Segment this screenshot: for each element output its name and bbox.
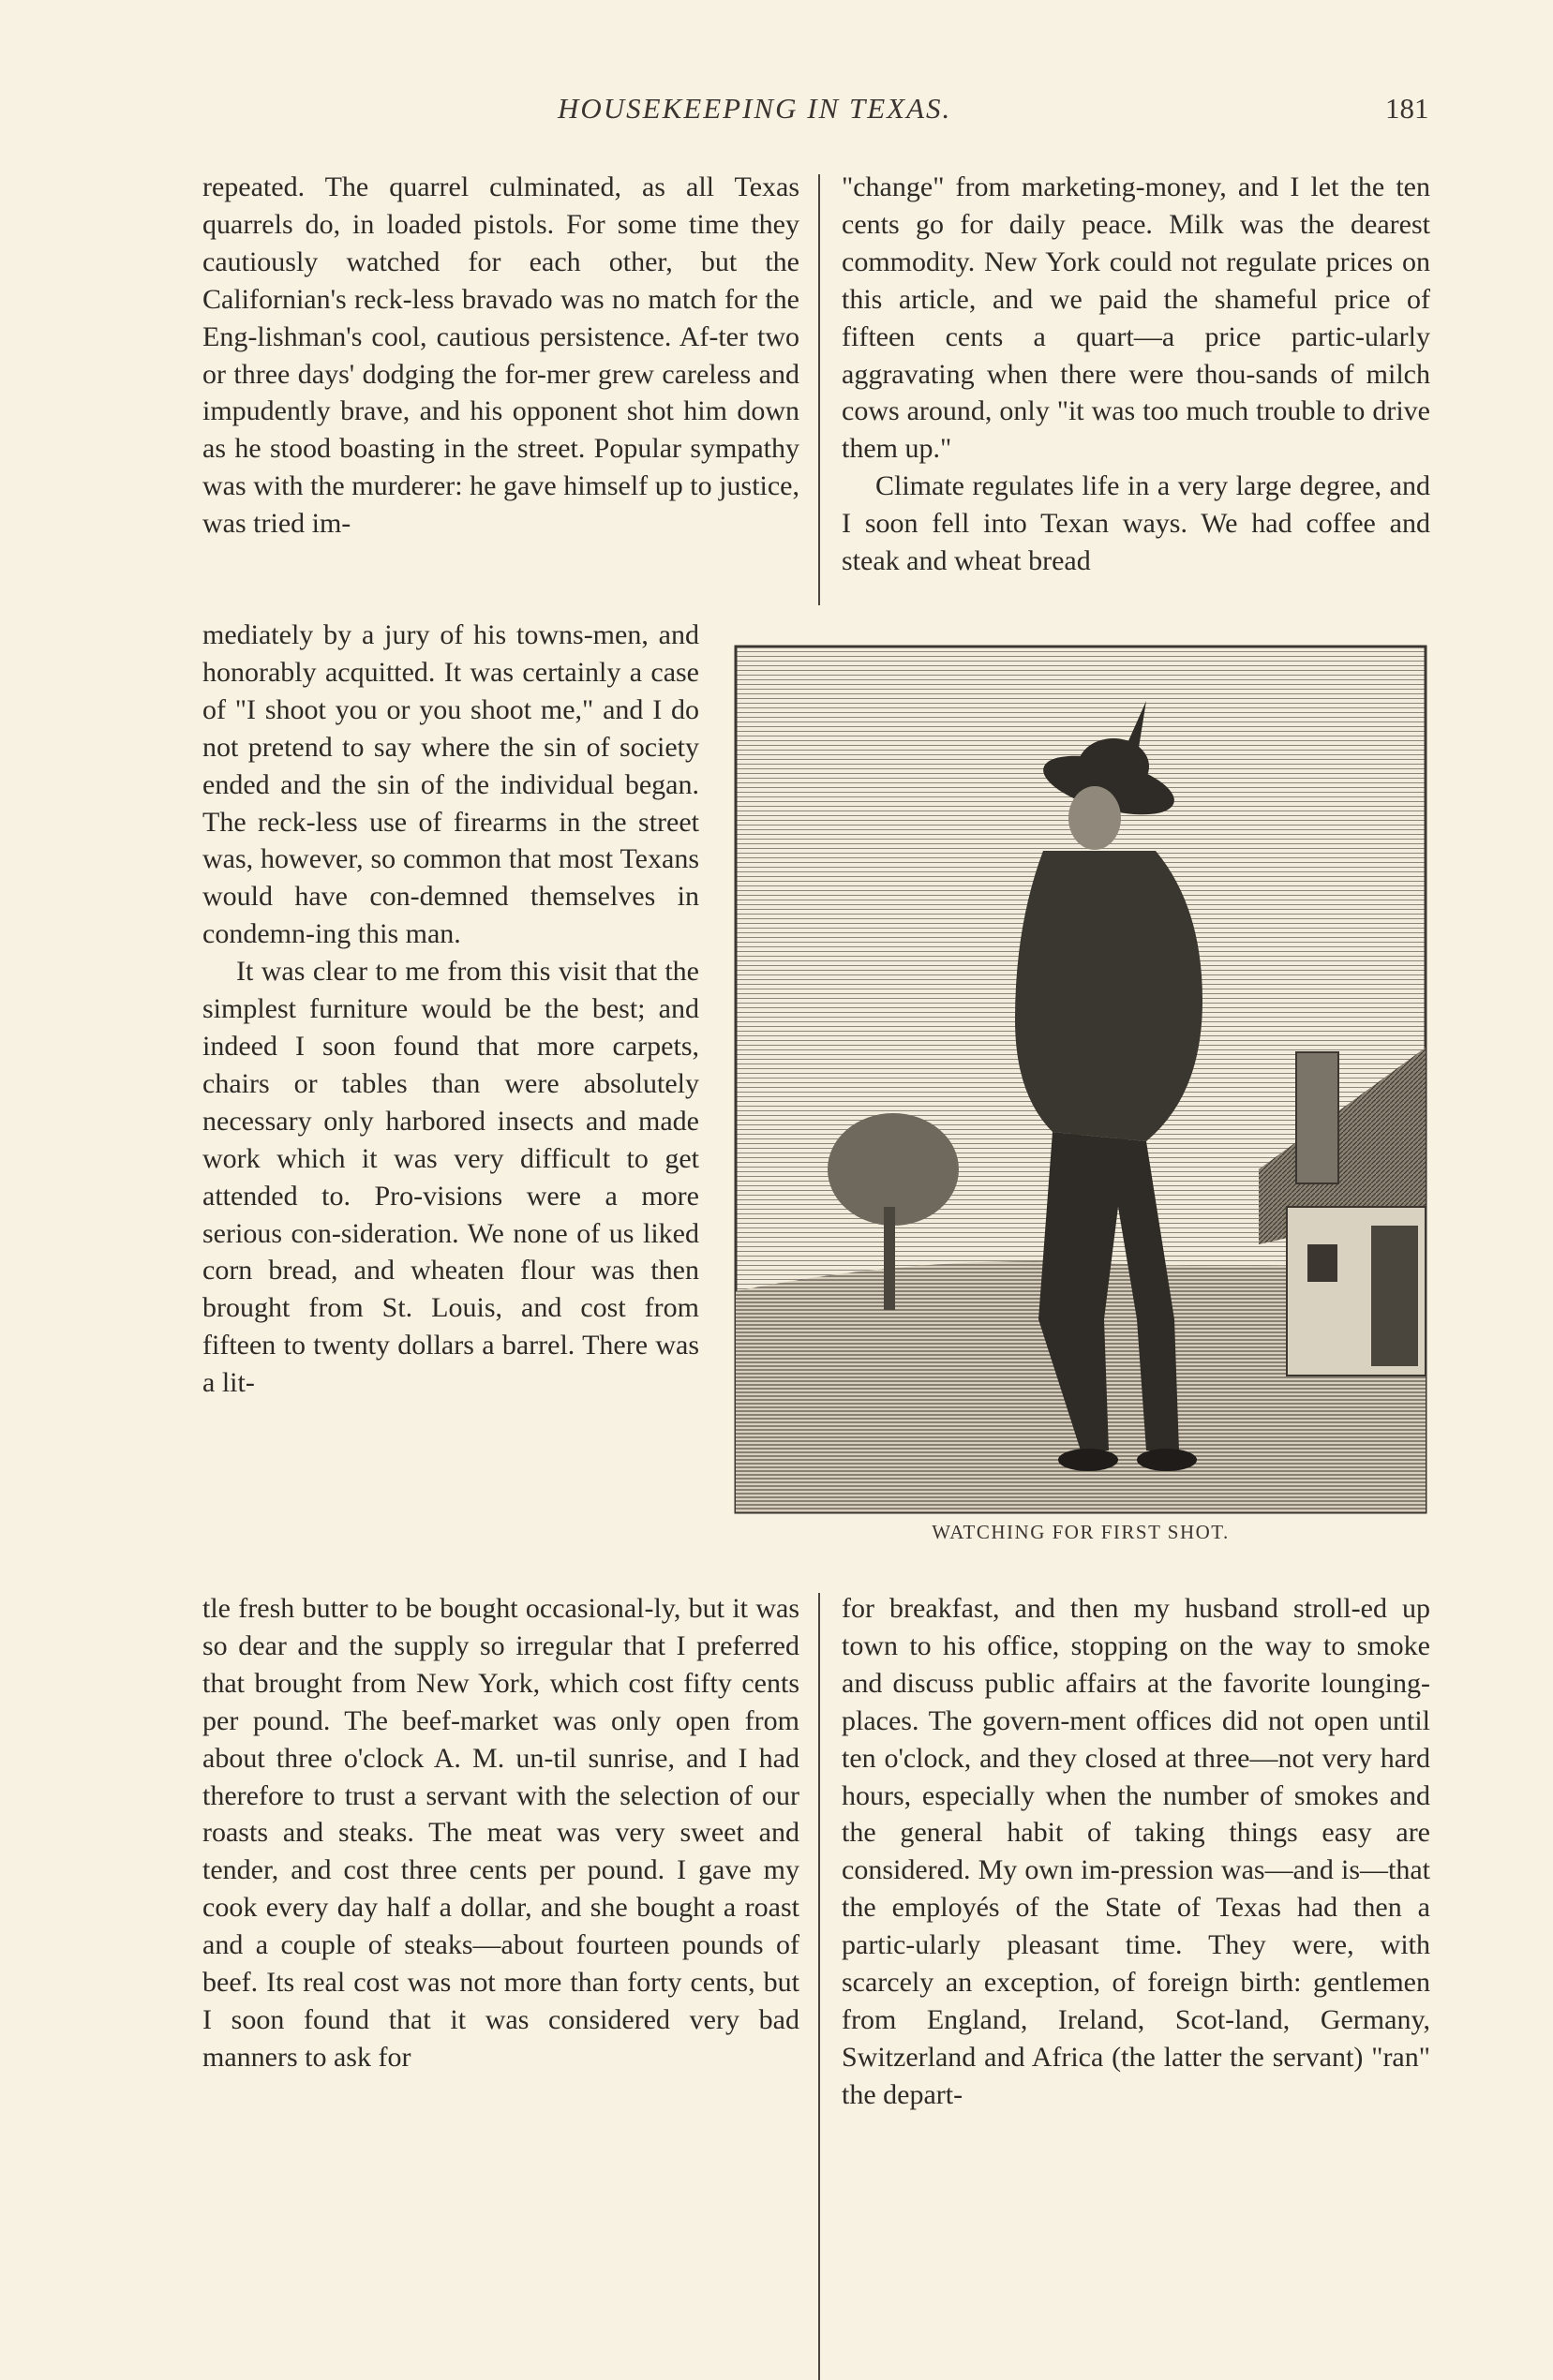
- right-top-paragraph-2: Climate regulates life in a very large degree, and I soon fell into Texan ways. We had coffee and steak and wheat bread: [842, 470, 1430, 577]
- engraving-man-in-hat-icon: [734, 645, 1427, 1514]
- left-top-paragraph: repeated. The quarrel culminated, as all Texas quarrels do, in loaded pistols. For some time they cautiously watched for each other, but the Californian's reck-less bravado was no match for the Eng-lishman's cool, cautious persistence. Af-ter two or three days' dodging the for-mer grew careless and impudently brave, and his opponent shot him down as he stood boasting in the street. Popular sympathy was with the murderer: he gave himself up to justice, was tried im-: [202, 171, 799, 540]
- right-bottom-paragraph: for breakfast, and then my husband stroll-ed up town to his office, stopping on the way to smoke and discuss public affairs at the favorite lounging-places. The govern-ment offices did not open until ten o'clock, and they closed at three—not very hard hours, especially when the number of smokes and the general habit of taking things easy are considered. My own im-pression was—and is—that the employés of the State of Texas had then a partic-ularly pleasant time. They were, with scarcely an exception, of foreign birth: gentlemen from England, Ireland, Scot-land, Germany, Switzerland and Africa (the latter the servant) "ran" the depart-: [842, 1593, 1430, 2110]
- left-mid-paragraph-2: It was clear to me from this visit that the simplest furniture would be the best; and indeed I soon found that more carpets, chairs or tables than were absolutely necessary only harbored insects and made work which it was very difficult to get attended to. Pro-visions were a more serious con-sideration. We none of us liked corn bread, and wheaten flour was then brought from St. Louis, and cost from fifteen to twenty dollars a barrel. There was a lit-: [202, 956, 699, 1399]
- right-column-bottom: [842, 1590, 1430, 2114]
- right-top-paragraph-1: "change" from marketing-money, and I let the ten cents go for daily peace. Milk was the dearest commodity. New York could not regulate prices on this article, and we paid the shameful price of fifteen cents a quart—a price partic-ularly aggravating when there were thou-sands of milch cows around, only "it was too much trouble to drive them up.": [842, 171, 1430, 465]
- figure-caption: WATCHING FOR FIRST SHOT.: [932, 1521, 1230, 1543]
- left-bottom-paragraph: tle fresh butter to be bought occasional-ly, but it was so dear and the supply so irregular that I preferred that brought from New York, which cost fifty cents per pound. The beef-market was only open from about three o'clock A. M. un-til sunrise, and I had therefore to trust a servant with the selection of our roasts and steaks. The meat was very sweet and tender, and cost three cents per pound. I gave my cook every day half a dollar, and she bought a roast and a couple of steaks—about fourteen pounds of beef. Its real cost was not more than forty cents, but I soon found that it was considered very bad manners to ask for: [202, 1593, 799, 2073]
- right-column-top: [842, 169, 1430, 580]
- engraving-illustration: [734, 645, 1427, 1514]
- page-number: 181: [1385, 92, 1429, 125]
- column-divider-bottom: [818, 1593, 820, 2380]
- left-column-middle: [202, 617, 699, 1402]
- left-mid-paragraph-1: mediately by a jury of his towns-men, and honorably acquitted. It was certainly a case of "I shoot you or you shoot me," and I do not pretend to say where the sin of society ended and the sin of the individual began. The reck-less use of firearms in the street was, however, so common that most Texans would have con-demned themselves in condemn-ing this man.: [202, 619, 699, 950]
- left-column-top: [202, 169, 799, 543]
- running-title: HOUSEKEEPING IN TEXAS.: [558, 92, 952, 125]
- running-header: [0, 92, 1553, 139]
- column-divider-top: [818, 174, 820, 605]
- left-column-bottom: [202, 1590, 799, 2076]
